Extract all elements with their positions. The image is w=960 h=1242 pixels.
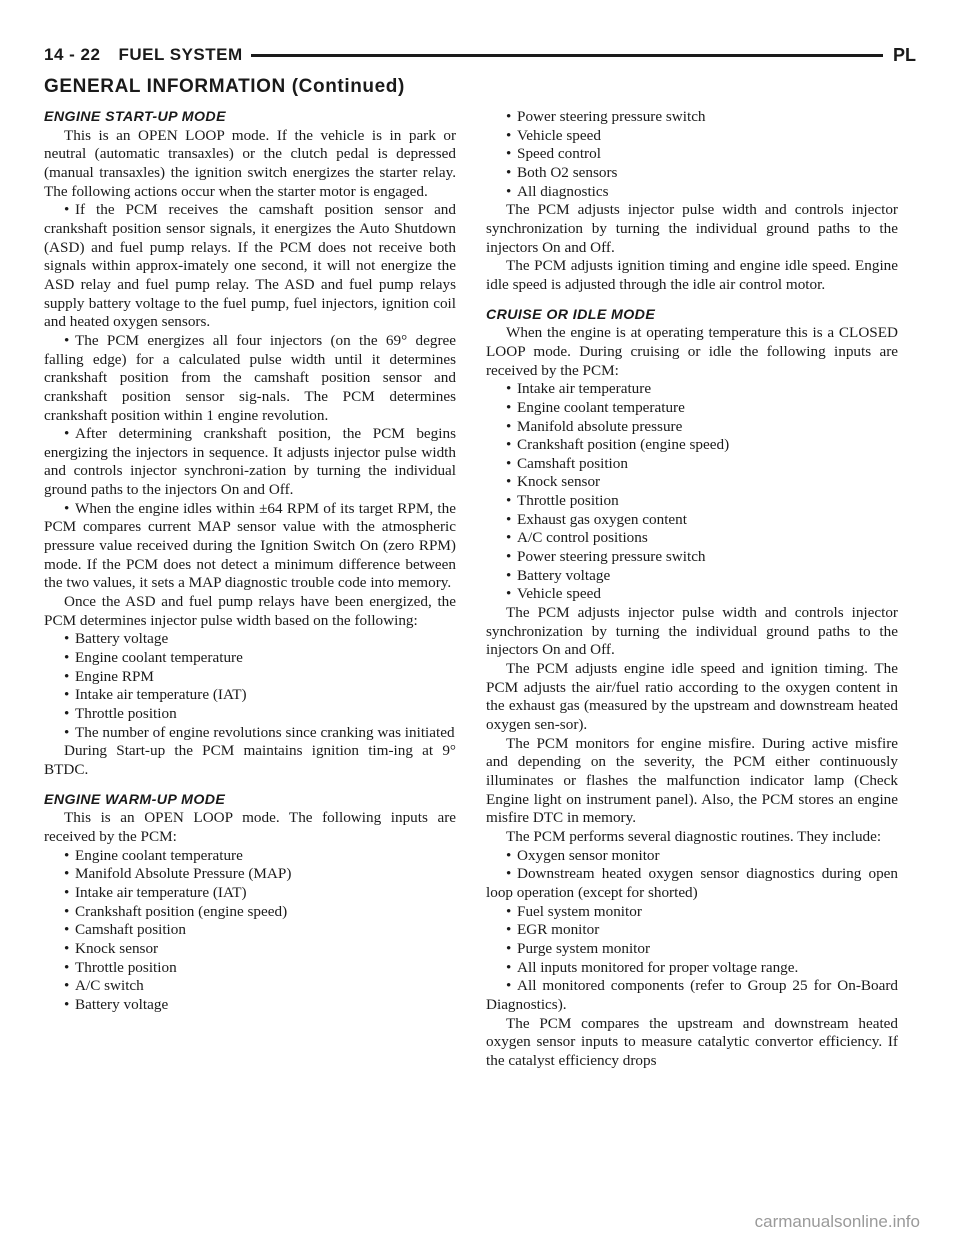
bullet-dot: • [506, 529, 512, 547]
bullet-item [44, 686, 456, 705]
bullet-text: Throttle position [75, 958, 177, 976]
bullet-dot: • [506, 865, 512, 883]
bullet-item [486, 455, 898, 474]
bullet-dot: • [506, 380, 512, 398]
cruise-catalyst: The PCM compares the upstream and downstream heated oxygen sensor inputs to measure catalytic convertor efficiency. If the catalyst efficiency drops [486, 1014, 898, 1069]
bullet-item [486, 183, 898, 202]
bullet-dot: • [506, 145, 512, 163]
startup-timing: During Start-up the PCM maintains ignition tim-ing at 9° BTDC. [44, 742, 456, 778]
bullet-item [44, 940, 456, 959]
bullet-text: Engine RPM [75, 667, 154, 685]
bullet-dot: • [64, 939, 70, 957]
bullet-dot: • [64, 883, 70, 901]
warmup-idle: The PCM adjusts ignition timing and engine idle speed. Engine idle speed is adjusted through the idle air control motor. [486, 257, 898, 293]
bullet-dot: • [506, 977, 512, 995]
bullet-item [486, 847, 898, 866]
bullet-item [486, 492, 898, 511]
bullet-text: Engine coolant temperature [75, 649, 243, 667]
bullet-item [44, 847, 456, 866]
bullet-item [486, 977, 898, 1014]
bullet-text: Downstream heated oxygen sensor diagnostics during open loop operation (except for shorted) [486, 865, 898, 901]
bullet-dot: • [506, 417, 512, 435]
bullet-item [486, 127, 898, 146]
bullet-item [486, 921, 898, 940]
bullet-dot: • [506, 473, 512, 491]
warmup-heading: ENGINE WARM-UP MODE [44, 791, 226, 808]
bullet-dot: • [64, 425, 70, 443]
bullet-item [44, 425, 456, 500]
bullet-dot: • [64, 667, 70, 685]
bullet-dot: • [506, 108, 512, 125]
bullet-item [486, 108, 898, 127]
bullet-item [44, 724, 456, 743]
bullet-dot: • [64, 995, 70, 1013]
bullet-dot: • [506, 846, 512, 864]
bullet-text: Manifold Absolute Pressure (MAP) [75, 865, 292, 883]
bullet-text: Both O2 sensors [517, 163, 618, 181]
bullet-text: Exhaust gas oxygen content [517, 510, 687, 528]
page-header [44, 40, 916, 70]
manual-code: PL [892, 44, 916, 65]
bullet-dot: • [64, 331, 70, 349]
cruise-ratio: The PCM adjusts engine idle speed and ignition timing. The PCM adjusts the air/fuel ratio according to the oxygen content in the exhaust gas (measured by the upstream and downstream heated oxygen sen-sor). [486, 660, 898, 733]
bullet-item [44, 959, 456, 978]
bullet-dot: • [64, 201, 70, 219]
bullet-text: Knock sensor [75, 939, 159, 957]
bullet-item [486, 418, 898, 437]
bullet-text: Vehicle speed [517, 126, 601, 144]
bullet-dot: • [64, 630, 70, 648]
bullet-dot: • [64, 723, 70, 741]
bullet-item [44, 332, 456, 425]
bullet-text: When the engine idles within ±64 RPM of its target RPM, the PCM compares current MAP sensor value with the atmospheric pressure value received during the Ignition Switch On (zero RPM) mode. If the PCM does not detect a minimum difference between the two values, it sets a MAP diagnostic trouble code into memory. [44, 499, 456, 592]
bullet-dot: • [506, 163, 512, 181]
bullet-item [44, 884, 456, 903]
right-column [486, 108, 898, 1070]
bullet-text: EGR monitor [517, 921, 600, 939]
bullet-text: Battery voltage [75, 630, 169, 648]
bullet-text: Speed control [517, 145, 601, 163]
cruise-pulse: The PCM adjusts injector pulse width and controls injector synchronization by turning the individual ground paths to the injectors On and Off. [486, 604, 898, 659]
watermark: carmanualsonline.info [754, 1212, 920, 1231]
bullet-text: Battery voltage [517, 566, 611, 584]
bullet-item [44, 500, 456, 593]
bullet-item [44, 649, 456, 668]
bullet-dot: • [506, 436, 512, 454]
bullet-text: Vehicle speed [517, 585, 601, 603]
startup-heading: ENGINE START-UP MODE [44, 109, 226, 125]
page-number: 14 - 22 [44, 45, 101, 64]
bullet-dot: • [506, 921, 512, 939]
bullet-dot: • [64, 499, 70, 517]
bullet-text: Crankshaft position (engine speed) [75, 902, 288, 920]
warmup-intro: This is an OPEN LOOP mode. The following inputs are received by the PCM: [44, 809, 456, 845]
startup-inputs-list [44, 630, 456, 742]
bullet-dot: • [506, 182, 512, 200]
bullet-dot: • [506, 902, 512, 920]
bullet-text: Oxygen sensor monitor [517, 846, 660, 864]
bullet-text: Throttle position [75, 705, 177, 722]
bullet-item [44, 668, 456, 687]
bullet-dot: • [506, 566, 512, 584]
bullet-dot: • [64, 958, 70, 976]
bullet-item [44, 903, 456, 922]
bullet-text: If the PCM receives the camshaft position sensor and crankshaft position sensor signals, it energizes the Auto Shutdown (ASD) and fuel pump relays. If the PCM does not receive both signals within approx-imately one second, it will not energize the ASD relay and fuel pump relay. The ASD and fuel pump relays supply battery voltage to the fuel pump, fuel injectors, ignition coil and heated oxygen sensors. [44, 201, 456, 331]
bullet-dot: • [506, 585, 512, 603]
startup-relays: Once the ASD and fuel pump relays have been energized, the PCM determines injector pulse width based on the following: [44, 593, 456, 629]
bullet-text: Throttle position [517, 492, 619, 510]
bullet-dot: • [64, 865, 70, 883]
bullet-text: Intake air temperature [517, 380, 652, 398]
bullet-dot: • [64, 686, 70, 704]
bullet-dot: • [64, 846, 70, 864]
bullet-text: Crankshaft position (engine speed) [517, 436, 730, 454]
bullet-item [486, 940, 898, 959]
section-title: FUEL SYSTEM [118, 45, 243, 64]
cruise-heading: CRUISE OR IDLE MODE [486, 306, 656, 323]
bullet-item [486, 511, 898, 530]
bullet-text: After determining crankshaft position, the PCM begins energizing the injectors in sequence. It adjusts injector pulse width and controls injector synchroni-zation by turning the individual ground paths to the injectors On and Off. [44, 425, 456, 499]
bullet-dot: • [506, 126, 512, 144]
bullet-item [486, 567, 898, 586]
bullet-item [486, 548, 898, 567]
bullet-text: Knock sensor [517, 473, 601, 491]
bullet-dot: • [506, 454, 512, 472]
bullet-item [486, 865, 898, 902]
bullet-item [486, 585, 898, 604]
cruise-inputs-list [486, 380, 898, 604]
warmup-inputs-cont-list [486, 108, 898, 201]
bullet-item [44, 865, 456, 884]
startup-intro: This is an OPEN LOOP mode. If the vehicle is in park or neutral (automatic transaxles) or the clutch pedal is depressed (manual transaxles) the ignition switch energizes the starter relay. The following actions occur when the starter motor is engaged. [44, 126, 456, 200]
startup-actions-list [44, 201, 456, 593]
bullet-text: Manifold absolute pressure [517, 417, 683, 435]
bullet-text: Engine coolant temperature [75, 846, 243, 864]
bullet-text: Intake air temperature (IAT) [75, 883, 247, 901]
bullet-item [486, 436, 898, 455]
cruise-intro: When the engine is at operating temperature this is a CLOSED LOOP mode. During cruising or idle the following inputs are received by the PCM: [486, 324, 898, 379]
bullet-item [486, 164, 898, 183]
continued-title: GENERAL INFORMATION (Continued) [44, 76, 405, 97]
bullet-text: Camshaft position [517, 454, 628, 472]
bullet-dot: • [506, 492, 512, 510]
bullet-text: The PCM energizes all four injectors (on the 69° degree falling edge) for a calculated pulse width until it determines crankshaft position from the camshaft position sensor and crankshaft position sensor sig-nals. The PCM determines crankshaft position within 1 engine revolution. [44, 331, 456, 424]
warmup-inputs-list [44, 847, 456, 1015]
bullet-text: Purge system monitor [517, 939, 651, 957]
bullet-text: The number of engine revolutions since cranking was initiated [75, 723, 455, 741]
bullet-dot: • [64, 902, 70, 920]
bullet-dot: • [64, 977, 70, 995]
bullet-dot: • [64, 649, 70, 667]
cruise-diag: The PCM performs several diagnostic routines. They include: [506, 827, 882, 845]
bullet-item [486, 473, 898, 492]
warmup-pulse: The PCM adjusts injector pulse width and controls injector synchronization by turning the individual ground paths to the injectors On and Off. [486, 201, 898, 256]
bullet-item [44, 996, 456, 1015]
bullet-text: Power steering pressure switch [517, 548, 706, 566]
bullet-text: Engine coolant temperature [517, 398, 685, 416]
bullet-item [486, 399, 898, 418]
bullet-dot: • [506, 548, 512, 566]
left-column [44, 108, 456, 1015]
bullet-text: All monitored components (refer to Group 25 for On-Board Diagnostics). [486, 977, 898, 1013]
header-rule [251, 54, 883, 57]
bullet-text: Fuel system monitor [517, 902, 642, 920]
bullet-item [44, 705, 456, 724]
bullet-dot: • [64, 705, 70, 722]
bullet-text: Power steering pressure switch [517, 108, 706, 125]
bullet-text: All diagnostics [517, 182, 609, 200]
bullet-dot: • [506, 510, 512, 528]
bullet-item [486, 903, 898, 922]
bullet-item [44, 977, 456, 996]
bullet-text: Intake air temperature (IAT) [75, 686, 247, 704]
bullet-dot: • [506, 958, 512, 976]
bullet-text: Battery voltage [75, 995, 169, 1013]
bullet-dot: • [506, 939, 512, 957]
bullet-dot: • [64, 921, 70, 939]
bullet-item [486, 959, 898, 978]
bullet-text: All inputs monitored for proper voltage range. [517, 958, 799, 976]
bullet-item [486, 145, 898, 164]
cruise-misfire: The PCM monitors for engine misfire. During active misfire and depending on the severity, the PCM either continuously illuminates or flashes the malfunction indicator lamp (Check Engine light on instrument panel). Also, the PCM stores an engine misfire DTC in memory. [486, 734, 898, 827]
bullet-text: A/C switch [75, 977, 144, 995]
bullet-item [486, 529, 898, 548]
bullet-item [44, 630, 456, 649]
bullet-item [44, 921, 456, 940]
diag-items-list [486, 847, 898, 1015]
bullet-text: Camshaft position [75, 921, 186, 939]
bullet-text: A/C control positions [517, 529, 648, 547]
bullet-dot: • [506, 398, 512, 416]
bullet-item [486, 380, 898, 399]
bullet-item [44, 201, 456, 332]
